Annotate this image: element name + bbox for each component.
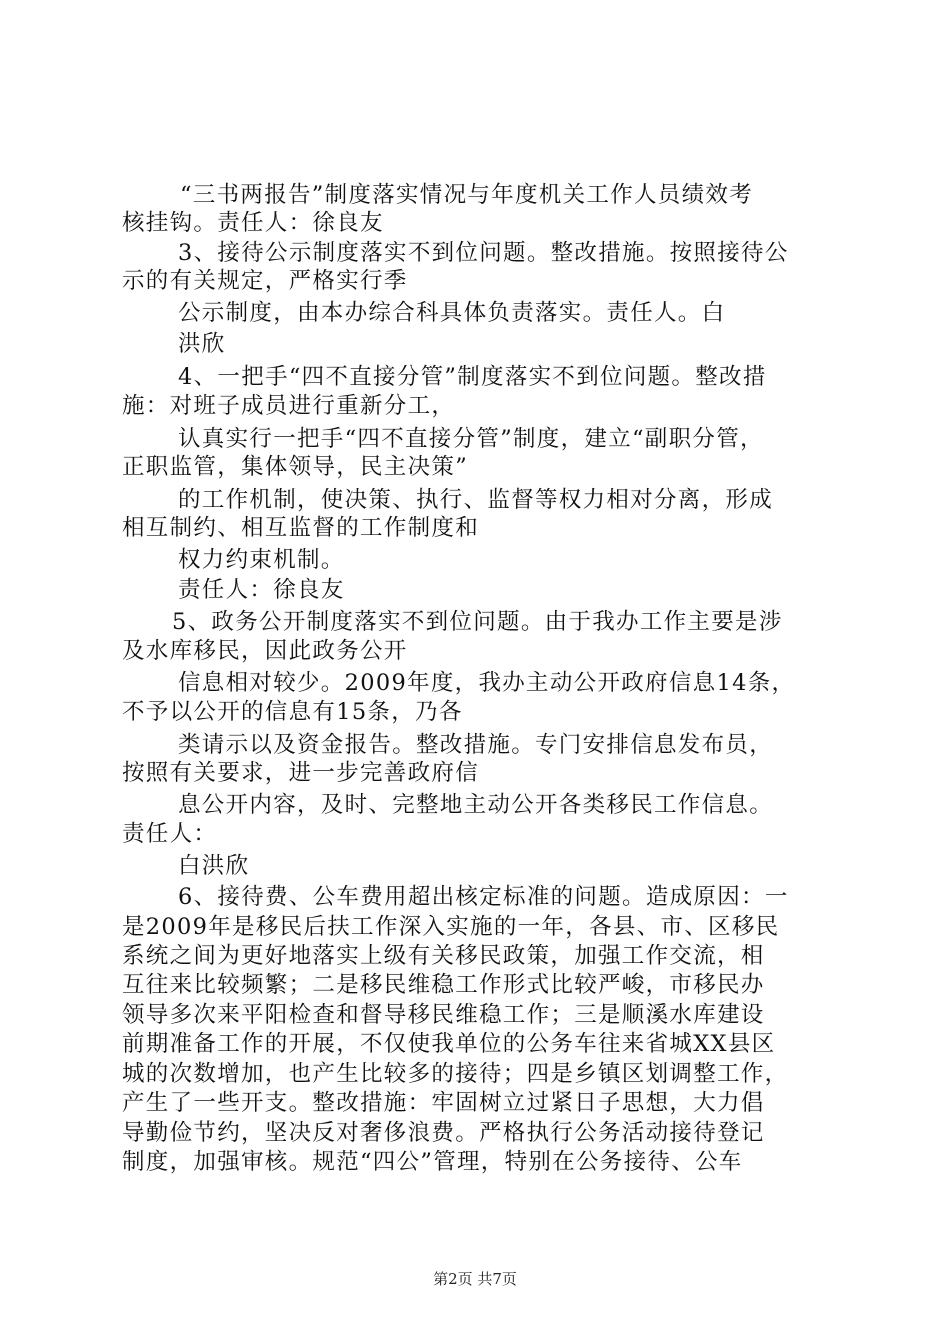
text-line: 正职监管，集体领导，民主决策” (122, 454, 469, 480)
text-line: 4、一把手“四不直接分管”制度落实不到位问题。整改措 (178, 364, 767, 390)
text-line: 信息相对较少。2009年度，我办主动公开政府信息14条， (178, 670, 796, 696)
text-line: 白洪欣 (178, 853, 250, 879)
text-line: 前期准备工作的开展，不仅使我单位的公务车往来省城XX县区 (122, 1031, 776, 1057)
text-line: 产生了一些开支。整改措施：牢固树立过紧日子思想，大力倡 (122, 1090, 765, 1116)
text-line: 领导多次来平阳检查和督导移民维稳工作；三是顺溪水库建设 (122, 1002, 765, 1028)
text-line: “三书两报告”制度落实情况与年度机关工作人员绩效考 (180, 182, 754, 208)
text-line: 及水库移民，因此政务公开 (122, 638, 408, 664)
text-line: 的工作机制，使决策、执行、监督等权力相对分离，形成 (178, 487, 774, 513)
text-line: 责任人：徐良友 (178, 577, 345, 603)
text-line: 5、政务公开制度落实不到位问题。由于我办工作主要是涉 (172, 609, 783, 635)
text-line: 责任人： (122, 821, 218, 847)
text-line: 按照有关要求，进一步完善政府信 (122, 760, 480, 786)
text-line: 6、接待费、公车费用超出核定标准的问题。造成原因：一 (178, 884, 789, 910)
text-line: 相互制约、相互监督的工作制度和 (122, 515, 480, 541)
text-line: 示的有关规定，严格实行季 (122, 268, 408, 294)
text-line: 权力约束机制。 (178, 547, 345, 573)
text-line: 息公开内容，及时、完整地主动公开各类移民工作信息。 (178, 792, 774, 818)
text-line: 施：对班子成员进行重新分工， (122, 393, 456, 419)
text-line: 互往来比较频繁；二是移民维稳工作形式比较严峻，市移民办 (122, 972, 765, 998)
text-line: 认真实行一把手“四不直接分管”制度，建立“副职分管， (178, 426, 764, 452)
text-line: 核挂钩。责任人：徐良友 (122, 210, 384, 236)
text-line: 公示制度，由本办综合科具体负责落实。责任人。白 (178, 300, 726, 326)
text-line: 3、接待公示制度落实不到位问题。整改措施。按照接待公 (178, 240, 789, 266)
text-line: 类请示以及资金报告。整改措施。专门安排信息发布员， (178, 732, 774, 758)
text-line: 不予以公开的信息有15条，乃各 (122, 699, 463, 725)
text-line: 城的次数增加，也产生比较多的接待；四是乡镇区划调整工作， (122, 1061, 789, 1087)
text-line: 导勤俭节约，坚决反对奢侈浪费。严格执行公务活动接待登记 (122, 1120, 765, 1146)
text-line: 系统之间为更好地落实上级有关移民政策，加强工作交流，相 (122, 943, 765, 969)
text-line: 洪欣 (178, 331, 226, 357)
text-line: 是2009年是移民后扶工作深入实施的一年，各县、市、区移民 (122, 914, 780, 940)
text-line: 制度，加强审核。规范“四公”管理，特别在公务接待、公车 (122, 1149, 743, 1175)
page-number: 第2页 共7页 (433, 1270, 517, 1288)
